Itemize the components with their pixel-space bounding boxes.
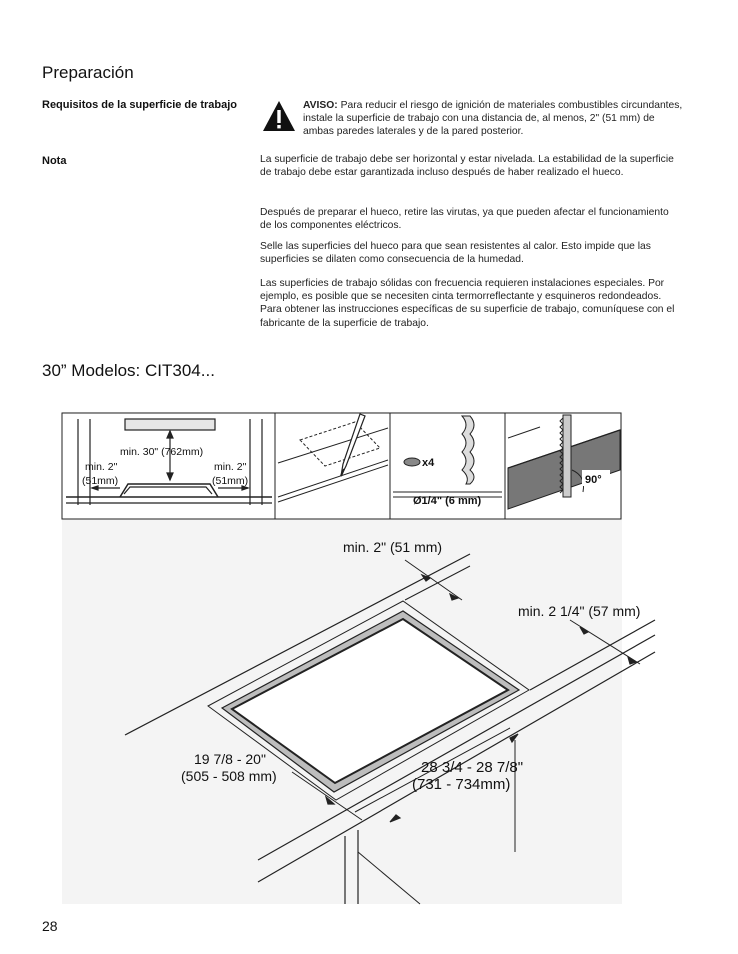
requirements-label: Requisitos de la superficie de trabajo [42, 99, 237, 111]
left-clearance-label-2: (51mm) [82, 475, 119, 487]
warning-title: AVISO: [303, 100, 338, 111]
note-paragraph-1: La superficie de trabajo debe ser horizontal y estar nivelada. La estabilidad de la superficie de trabajo debe estar garantizada incluso después de haber realizado el hueco. [260, 154, 674, 179]
width-dimension-label-1: 28 3/4 - 28 7/8" [421, 759, 524, 776]
models-title: 30” Modelos: CIT304... [42, 361, 215, 380]
section-title: Preparación [42, 63, 134, 82]
left-clearance-label-1: min. 2" [85, 461, 118, 473]
warning-text: Para reducir el riesgo de ignición de materiales combustibles circundantes, instale la superficie de trabajo con una distancia de, al menos, 2" (51 mm) de ambas paredes laterales y de la pared posterior. [303, 100, 683, 138]
note-paragraph-3: Selle las superficies del hueco para que sean resistentes al calor. Esto impide que las superficies se dilaten como consecuencia de la humedad. [260, 241, 651, 266]
note-label: Nota [42, 155, 67, 167]
top-clearance-label: min. 30" (762mm) [120, 446, 204, 458]
side-clearance-label: min. 2 1/4" (57 mm) [518, 603, 641, 619]
right-clearance-label-1: min. 2" [214, 461, 247, 473]
note-paragraph-2: Después de preparar el hueco, retire las virutas, ya que pueden afectar el funcionamiento de los componentes eléctricos. [260, 207, 669, 232]
depth-dimension-label-2: (505 - 508 mm) [181, 768, 277, 784]
depth-dimension-label-1: 19 7/8 - 20" [194, 751, 266, 767]
angle-label: 90° [585, 474, 602, 486]
rear-clearance-label: min. 2" (51 mm) [343, 539, 443, 555]
width-dimension-label-2: (731 - 734mm) [412, 776, 511, 793]
page-number: 28 [42, 918, 58, 934]
drill-size-label: Ø1/4" (6 mm) [413, 495, 482, 507]
note-paragraph-4: Las superficies de trabajo sólidas con frecuencia requieren instalaciones especiales. Por ejemplo, es posible que se necesiten cinta termorreflectante y esquineros redondeados. Para obtener las instrucciones específicas de su superficie de trabajo, comuníquese con el fabricante de la superficie de trabajo. [260, 278, 675, 329]
drill-quantity-label: x4 [422, 457, 435, 469]
right-clearance-label-2: (51mm) [212, 475, 249, 487]
